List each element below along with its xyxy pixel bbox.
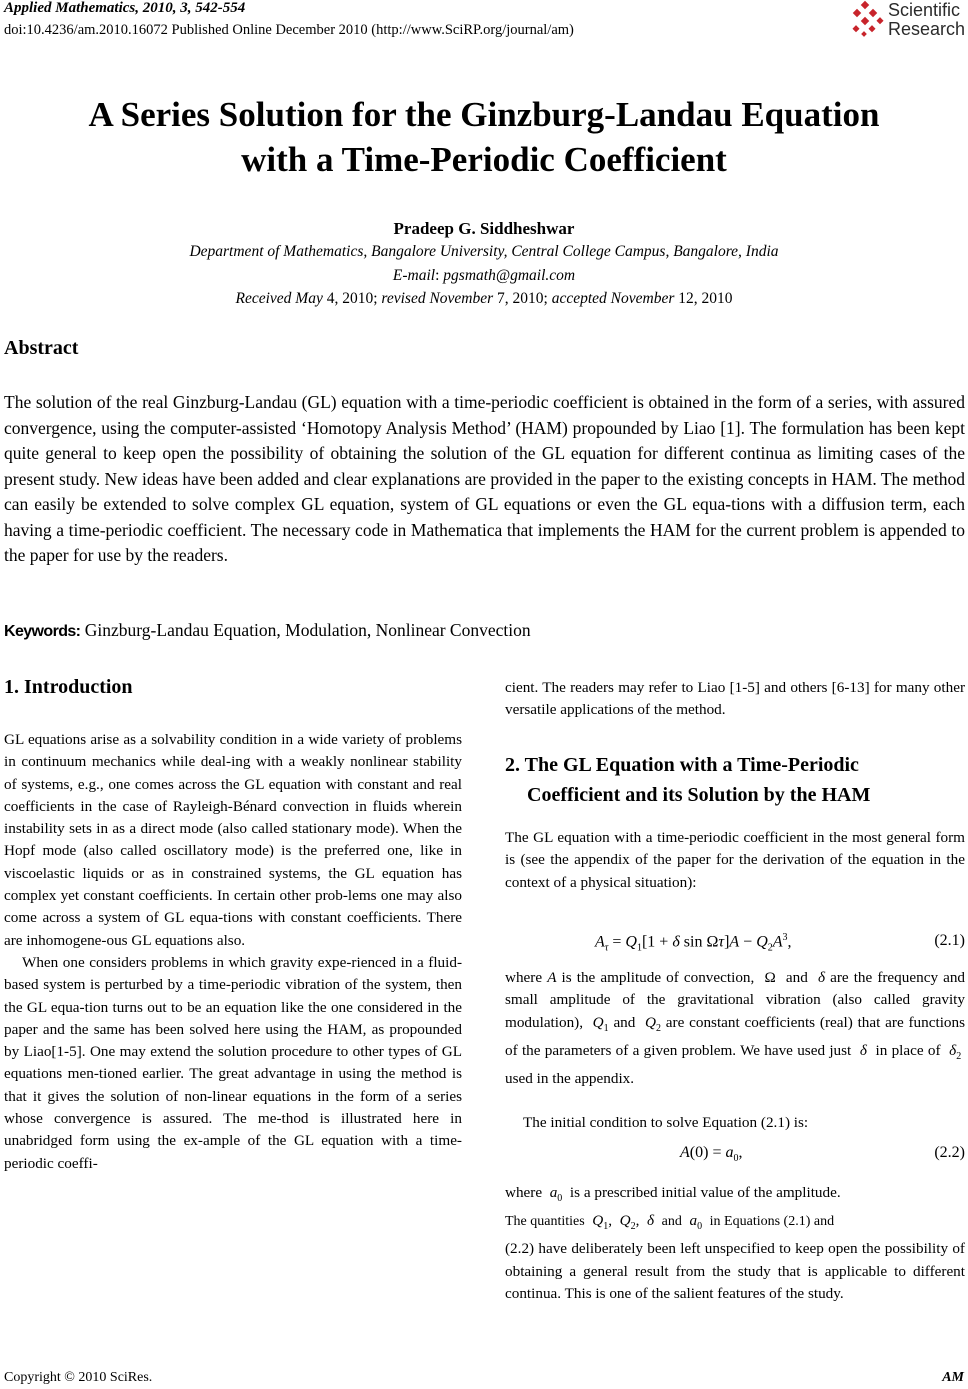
left-column [4, 729, 462, 1175]
keywords-line [4, 620, 531, 641]
copyright-footer: Copyright © 2010 SciRes. [4, 1370, 153, 1385]
intro-paragraph-1: GL equations arise as a solvability condition in a wide variety of problems in continuum mechanics while deal-ing with a weakly nonlinear stability of systems, e.g., one comes across the GL equation with constant and real coefficients in the case of Rayleigh-Bénard convection in fluids wherein instability sets in as a direct mode (also called stationary mode). When the Hopf mode (also called oscillatory mode) is the preferred one, like in viscoelastic liquids or as in constrained systems, the GL equation has complex yet constant coefficients. In certain other prob-lems one may also come across a system of GL equa-tions with constant coefficients. There are inhomogene-ous GL equations also. [4, 731, 462, 949]
section-2-heading-line-1: 2. The GL Equation with a Time-Periodic [505, 754, 859, 776]
email-line: E-mail: pgsmath@gmail.com [392, 267, 576, 284]
keywords-label: Keywords: [4, 623, 81, 640]
journal-citation: Applied Mathematics, 2010, 3, 542-554 [4, 0, 246, 16]
p5-and: and [661, 1214, 682, 1229]
p5-quantities: The quantities [505, 1214, 585, 1229]
intro-paragraph-2: When one considers problems in which gravity expe-rienced in a fluid-based system is perturbed by a time-periodic vibration of the system, then the GL equa-tion turns out to be an equation like the one considered in the paper and the same has been solved here using the HAM, as propounded by Liao[1-5]. One may extend the solution procedure to other types of GL equations men-tioned earlier. The great advantage in using the method is that it gives the solution of non-linear equations in the form of a series whose convergence is assured. The me-thod is illustrated here in unabridged form using the ex-ample of the GL equation with a time-periodic coeffi- [4, 953, 462, 1172]
received-date: 4, 2010; [326, 290, 378, 307]
email-label: E-mail [392, 267, 436, 284]
equation-2-1-number: (2.1) [934, 932, 965, 949]
symbol-A: A [547, 969, 557, 986]
keywords-text: Ginzburg-Landau Equation, Modulation, Nonlinear Convection [84, 620, 531, 640]
title-line-2: with a Time-Periodic Coefficient [241, 140, 727, 179]
section-2-paragraph-1: The GL equation with a time-periodic coefficient in the most general form is (see the appendix of the paper for the derivation of the equation in the context of a physical situation): [505, 829, 965, 891]
accepted-label: accepted November [551, 290, 675, 307]
equation-2-2-body: $A(0) = a_0$, [680, 1144, 743, 1165]
dates-line [0, 290, 968, 308]
title-line-1: A Series Solution for the Ginzburg-Landau Equation [88, 95, 880, 134]
publisher-logo-text [888, 1, 965, 39]
p4-where: where [505, 1184, 543, 1201]
affiliation: Department of Mathematics, Bangalore University, Central College Campus, Bangalore, India [189, 243, 779, 260]
p2-and-2: and [613, 1013, 636, 1031]
equation-2-1 [505, 932, 965, 956]
section-2-heading [505, 750, 870, 810]
section-2-paragraph-4: where $a_0$ is a prescribed initial value of the amplitude. [505, 1184, 841, 1205]
publisher-logo [848, 0, 968, 44]
p4-text: is a prescribed initial value of the amplitude. [569, 1184, 841, 1201]
abstract-text: The solution of the real Ginzburg-Landau (GL) equation with a time-periodic coefficient is obtained in the form of a series, with assured convergence, using the computer-assisted ‘Homotopy Analysis Method’ (HAM) propounded by Liao [1]. The formulation has been kept quite general to keep open the possibility of obtaining the solution of the GL equation for different continua as limiting cases of the present study. New ideas have been added and clear explanations are provided in the paper to the existing concepts in HAM. The method can easily be extended to solve complex GL equation, system of GL equations or even the GL equa-tions with a diffusion term, each having a time-periodic coefficient. The necessary code in Mathematica that implements the HAM for the current problem is appended to the paper for use by the readers. [4, 392, 965, 565]
logo-line-1: Scientific [888, 0, 961, 20]
p5-equations: in Equations (2.1) and [709, 1214, 835, 1229]
section-2-paragraph-2: where A is the amplitude of convection, Ω and δ are the frequency and small amplitude of the gravitational vibration (also called gravity modulation), $Q_1$ and $Q_2$ are constant coefficients (real) that are functions of the parameters of a given problem. We have used just δ in place of $\delta_2$ used in the appendix. [505, 969, 966, 1088]
section-1-heading: 1. Introduction [4, 676, 133, 698]
doi-line: doi:10.4236/am.2010.16072 Published Online December 2010 (http://www.SciRP.org/journal/am) [4, 22, 574, 38]
section-2-paragraph-5: The quantities $Q_1$, $Q_2$, δ and $a_0$ in Equations (2.1) and (2.2) have deliberately been left unspecified to keep open the possibility of obtaining a general result from the study that is applicable to different continua. This is one of the salient features of the study. [505, 1210, 965, 1305]
section-2-heading-line-2: Coefficient and its Solution by the HAM [527, 784, 871, 806]
p2-text-h: used in the appendix. [505, 1070, 635, 1088]
equation-2-1-body: $A_\tau = Q_1[1 + \delta$ $\sin \Omega\tau]A - Q_2A^3$, [595, 932, 792, 954]
logo-line-2: Research [888, 19, 966, 39]
p2-and-1: and [785, 969, 808, 986]
revised-label: revised November [381, 290, 494, 307]
p2-text-b: is the amplitude of convection, [561, 969, 755, 986]
author-name: Pradeep G. Siddheshwar [393, 219, 575, 238]
equation-2-2-number: (2.2) [934, 1144, 965, 1161]
p2-text-f: are constant coefficients (real) that are functions of the parameters of a given problem. We have used just [505, 1013, 966, 1059]
journal-abbreviation: AM [942, 1370, 964, 1385]
accepted-date: 12, 2010 [678, 290, 733, 307]
right-column-continuation: cient. The readers may refer to Liao [1-5] and others [6-13] for many other versatile applications of the method. [505, 679, 965, 719]
equation-2-2 [505, 1144, 965, 1168]
section-2-paragraph-3: The initial condition to solve Equation (2.1) is: [523, 1114, 809, 1131]
email-address[interactable]: pgsmath@gmail.com [443, 267, 576, 284]
p2-text-g: in place of [875, 1041, 941, 1059]
revised-date: 7, 2010; [497, 290, 548, 307]
paper-title [0, 92, 968, 182]
p2-where: where [505, 969, 543, 986]
received-label: Received May [235, 290, 323, 307]
p5-text-d: (2.2) have deliberately been left unspecified to keep open the possibility of obtaining a general result from the study that is applicable to different continua. This is one of the salient features of the study. [505, 1240, 965, 1302]
abstract-heading: Abstract [4, 337, 79, 359]
p2-text-d: are the frequency and small amplitude of the gravitational vibration (also called gravity modulation), [505, 969, 966, 1031]
publisher-logo-icon [848, 0, 888, 40]
